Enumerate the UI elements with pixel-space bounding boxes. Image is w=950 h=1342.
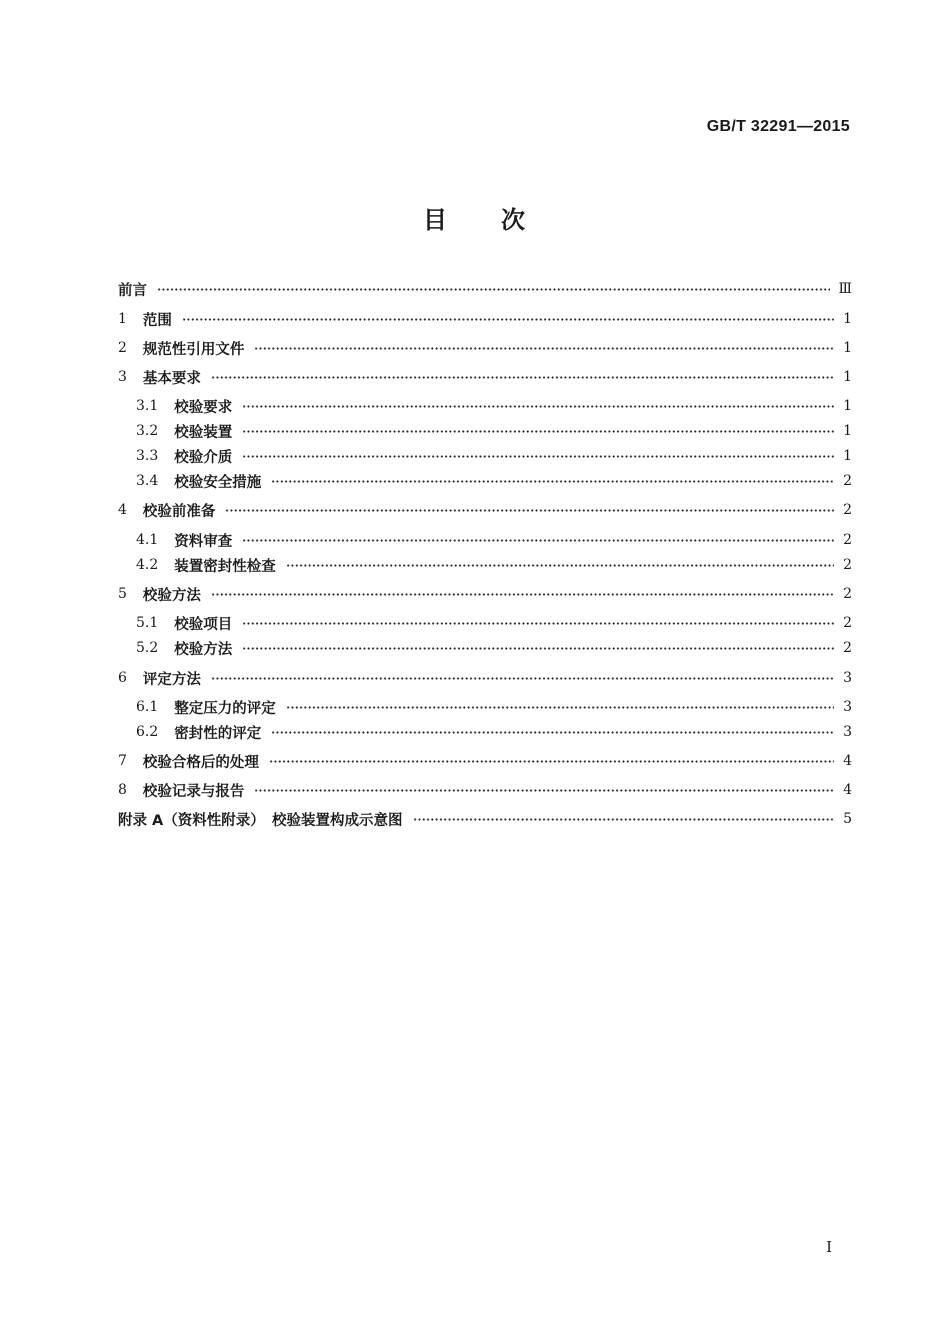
toc-entry-7[interactable] <box>118 749 852 773</box>
toc-entry-number: 5.2 <box>136 640 159 656</box>
toc-entry-number: 6.2 <box>136 724 159 740</box>
toc-entry-title: 装置密封性检查 <box>174 558 276 575</box>
toc-entry-6-2[interactable] <box>136 720 852 744</box>
toc-entry-3-2[interactable] <box>136 419 852 443</box>
toc-entry-page: 3 <box>843 724 852 740</box>
leader-dots <box>286 564 834 567</box>
leader-dots <box>254 347 834 350</box>
toc-entry-5-2[interactable] <box>136 636 852 660</box>
leader-dots <box>211 376 834 379</box>
page-number: I <box>826 1238 832 1256</box>
toc-entry-3-1[interactable] <box>136 394 852 418</box>
toc-entry-page: 2 <box>843 640 852 656</box>
toc-entry-5[interactable] <box>118 582 852 606</box>
toc-entry-page: 2 <box>843 615 852 631</box>
toc-entry-title: 校验方法 <box>174 641 233 658</box>
leader-dots <box>242 647 834 650</box>
leader-dots <box>211 593 834 596</box>
leader-dots <box>242 622 834 625</box>
toc-entry-number: 4.1 <box>136 532 159 548</box>
page-title: 目 次 <box>423 206 527 234</box>
toc-entry-6-1[interactable] <box>136 695 852 719</box>
toc-entry-page: 1 <box>843 340 852 356</box>
leader-dots <box>413 818 834 821</box>
toc-entry-title: 资料审查 <box>174 533 233 550</box>
toc-entry-preface[interactable] <box>118 277 852 301</box>
toc-entry-page: 2 <box>843 586 852 602</box>
leader-dots <box>242 405 834 408</box>
leader-dots <box>286 706 834 709</box>
toc-entry-page: 2 <box>843 473 852 489</box>
toc-entry-3-3[interactable] <box>136 444 852 468</box>
toc-entry-number: 6 <box>118 670 127 686</box>
toc-entry-page: 3 <box>843 670 852 686</box>
toc-entry-page: 1 <box>843 369 852 385</box>
leader-dots <box>157 288 830 291</box>
toc-entry-title: 校验要求 <box>174 399 233 416</box>
toc-entry-2[interactable] <box>118 336 852 360</box>
toc-entry-4[interactable] <box>118 498 852 522</box>
toc-entry-page: Ⅲ <box>838 281 852 297</box>
toc-entry-title: 校验合格后的处理 <box>142 754 259 771</box>
toc-entry-4-2[interactable] <box>136 553 852 577</box>
toc-entry-appendix-a[interactable] <box>118 807 852 831</box>
leader-dots <box>182 318 834 321</box>
toc-entry-title: 附录 A（资料性附录） 校验装置构成示意图 <box>118 812 403 829</box>
toc-entry-number: 2 <box>118 340 127 356</box>
toc-entry-page: 5 <box>843 811 852 827</box>
toc-entry-page: 4 <box>843 753 852 769</box>
toc-entry-page: 1 <box>843 311 852 327</box>
toc-entry-3-4[interactable] <box>136 469 852 493</box>
toc-entry-title: 评定方法 <box>142 671 201 688</box>
toc-entry-number: 3 <box>118 369 127 385</box>
toc-entry-6[interactable] <box>118 666 852 690</box>
toc-entry-3[interactable] <box>118 365 852 389</box>
toc-entry-page: 1 <box>843 398 852 414</box>
toc-entry-page: 4 <box>843 782 852 798</box>
toc-entry-page: 2 <box>843 532 852 548</box>
toc-entry-page: 1 <box>843 448 852 464</box>
toc-entry-1[interactable] <box>118 307 852 331</box>
toc-entry-title: 校验方法 <box>142 587 201 604</box>
standard-code: GB/T 32291—2015 <box>706 118 850 135</box>
toc-entry-number: 5.1 <box>136 615 159 631</box>
toc-entry-number: 1 <box>118 311 127 327</box>
leader-dots <box>269 760 834 763</box>
toc-entry-number: 5 <box>118 586 127 602</box>
toc-entry-4-1[interactable] <box>136 528 852 552</box>
toc-entry-title: 校验安全措施 <box>174 474 262 491</box>
leader-dots <box>242 430 834 433</box>
toc-entry-title: 整定压力的评定 <box>174 700 276 717</box>
leader-dots <box>242 539 834 542</box>
leader-dots <box>225 509 834 512</box>
toc-entry-title: 前言 <box>118 282 147 299</box>
toc-entry-page: 2 <box>843 557 852 573</box>
toc-entry-title: 校验前准备 <box>142 503 216 520</box>
toc-entry-number: 3.2 <box>136 423 159 439</box>
toc-entry-number: 6.1 <box>136 699 159 715</box>
leader-dots <box>271 731 834 734</box>
toc-entry-page: 3 <box>843 699 852 715</box>
toc-entry-number: 3.1 <box>136 398 159 414</box>
toc-entry-number: 4.2 <box>136 557 159 573</box>
toc-entry-title: 范围 <box>142 312 172 329</box>
leader-dots <box>242 455 834 458</box>
toc-entry-title: 规范性引用文件 <box>142 341 245 358</box>
leader-dots <box>211 677 834 680</box>
toc-entry-title: 密封性的评定 <box>174 725 262 742</box>
toc-entry-number: 4 <box>118 502 127 518</box>
toc-entry-8[interactable] <box>118 778 852 802</box>
toc-entry-number: 3.4 <box>136 473 159 489</box>
toc-entry-page: 1 <box>843 423 852 439</box>
toc-entry-title: 校验项目 <box>174 616 233 633</box>
toc-entry-title: 校验装置 <box>174 424 233 441</box>
leader-dots <box>254 789 834 792</box>
leader-dots <box>271 480 834 483</box>
toc-entry-number: 8 <box>118 782 127 798</box>
toc-entry-number: 3.3 <box>136 448 159 464</box>
toc-entry-page: 2 <box>843 502 852 518</box>
toc-entry-title: 校验介质 <box>174 449 233 466</box>
toc-entry-title: 基本要求 <box>142 370 201 387</box>
toc-entry-number: 7 <box>118 753 127 769</box>
toc-entry-5-1[interactable] <box>136 611 852 635</box>
toc-entry-title: 校验记录与报告 <box>142 783 245 800</box>
